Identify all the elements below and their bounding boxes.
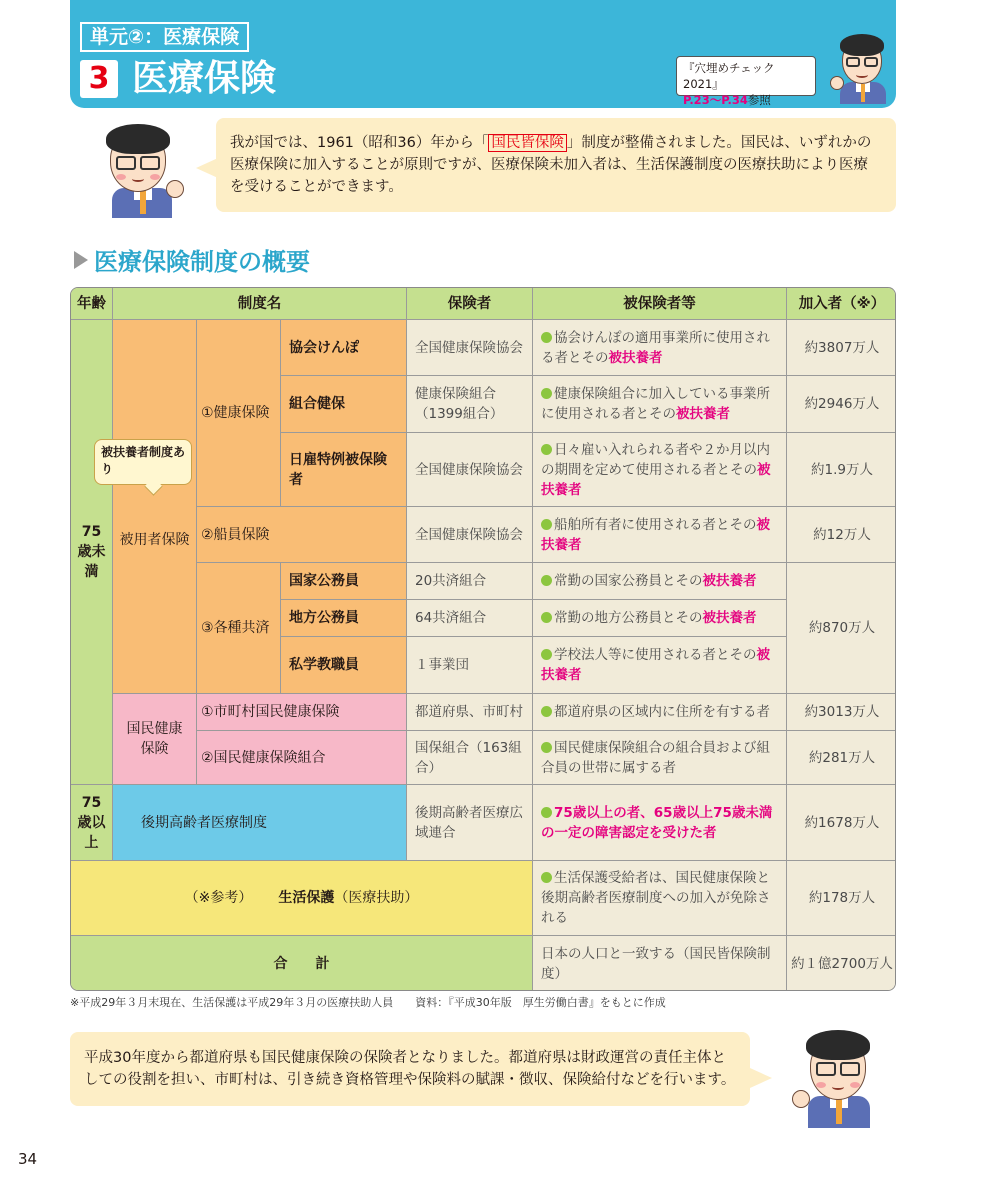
section-title: 医療保険制度の概要	[74, 246, 310, 278]
national-health-insurance: 国民健康保険	[113, 694, 197, 785]
kyokai-kenpo: 協会けんぽ	[281, 320, 407, 376]
outro-text: 平成30年度から都道府県も国民健康保険の保険者となりました。都道府県は財政運営の責任主体としての役割を担い、市町村は、引き続き資格管理や保険料の賦課・徴収、保険給付などを行います。	[84, 1050, 736, 1088]
bullet-dot-icon	[541, 519, 552, 530]
members-welfare: 約178万人	[787, 861, 896, 936]
insured-kyokai: 協会けんぽの適用事業所に使用される者とその被扶養者	[533, 320, 787, 376]
kokka-komuin: 国家公務員	[281, 563, 407, 600]
bullet-dot-icon	[541, 444, 552, 455]
insured-total: 日本の人口と一致する（国民皆保険制度）	[533, 936, 787, 991]
insurer-elderly: 後期高齢者医療広域連合	[407, 785, 533, 861]
insured-kumiai: 健康保険組合に加入している事業所に使用される者とその被扶養者	[533, 376, 787, 433]
shigaku-kyoshokuin: 私学教職員	[281, 637, 407, 694]
employee-insurance: 被用者保険	[113, 320, 197, 694]
members-nhi-union: 約281万人	[787, 731, 896, 785]
insured-elderly: 75歳以上の者、65歳以上75歳未満の一定の障害認定を受けた者	[533, 785, 787, 861]
insurance-overview-table	[70, 287, 896, 991]
insurer-nhi-union: 国保組合（163組合）	[407, 731, 533, 785]
seamen-insurance: ②船員保険	[197, 507, 407, 563]
outro-bubble	[70, 1032, 750, 1106]
insurer-shigaku: １事業団	[407, 637, 533, 694]
bullet-dot-icon	[541, 332, 552, 343]
reference-suffix: 参照	[747, 93, 771, 107]
chiho-komuin: 地方公務員	[281, 600, 407, 637]
chapter-number: 3	[80, 60, 118, 98]
intro-bubble	[216, 118, 896, 212]
insurer-kumiai: 健康保険組合（1399組合）	[407, 376, 533, 433]
insured-nhi-union: 国民健康保険組合の組合員および組合員の世帯に属する者	[533, 731, 787, 785]
reference-box	[676, 56, 816, 107]
insurer-hiyatoi: 全国健康保険協会	[407, 433, 533, 507]
header-insured: 被保険者等	[533, 288, 787, 320]
page-number: 34	[18, 1150, 38, 1168]
bullet-dot-icon	[541, 612, 552, 623]
insured-welfare: 生活保護受給者は、国民健康保険と後期高齢者医療制度への加入が免除される	[533, 861, 787, 936]
teacher-character-icon	[828, 30, 894, 104]
municipal-nhi: ①市町村国民健康保険	[197, 694, 407, 731]
insurer-seamen: 全国健康保険協会	[407, 507, 533, 563]
header-members: 加入者（※）	[787, 288, 896, 320]
bullet-dot-icon	[541, 742, 552, 753]
dependent-system-bubble: 被扶養者制度あり	[94, 439, 192, 485]
bullet-dot-icon	[541, 807, 552, 818]
insurer-chiho: 64共済組合	[407, 600, 533, 637]
footnote: ※平成29年３月末現在、生活保護は平成29年３月の医療扶助人員 資料：『平成30年版 厚生労働白書』をもとに作成	[70, 996, 666, 1009]
members-kyokai: 約3807万人	[787, 320, 896, 376]
reference-title: 『穴埋めチェック2021』	[683, 61, 775, 91]
late-elderly-medical-system: 後期高齢者医療制度	[113, 785, 407, 861]
members-mutual-aid: 約870万人	[787, 563, 896, 694]
mutual-aid: ③各種共済	[197, 563, 281, 694]
insurer-kyokai: 全国健康保険協会	[407, 320, 533, 376]
header-insurer: 保険者	[407, 288, 533, 320]
total-label: 合 計	[71, 936, 533, 991]
bullet-dot-icon	[541, 575, 552, 586]
welfare-assistance: （※参考） 生活保護 （医療扶助）	[71, 861, 533, 936]
triangle-marker-icon	[74, 251, 88, 269]
members-nhi-muni: 約3013万人	[787, 694, 896, 731]
chapter-title: 医療保険	[132, 58, 277, 99]
header-age: 年齢	[71, 288, 113, 320]
bullet-dot-icon	[541, 872, 552, 883]
reference-pages: P.23～P.34	[683, 93, 748, 107]
members-elderly: 約1678万人	[787, 785, 896, 861]
insured-seamen: 船舶所有者に使用される者とその被扶養者	[533, 507, 787, 563]
insurer-nhi-muni: 都道府県、市町村	[407, 694, 533, 731]
insured-shigaku: 学校法人等に使用される者とその被扶養者	[533, 637, 787, 694]
bullet-dot-icon	[541, 706, 552, 717]
insured-kokka: 常勤の国家公務員とその被扶養者	[533, 563, 787, 600]
bullet-dot-icon	[541, 388, 552, 399]
members-hiyatoi: 約1.9万人	[787, 433, 896, 507]
insured-nhi-muni: 都道府県の区域内に住所を有する者	[533, 694, 787, 731]
bullet-dot-icon	[541, 649, 552, 660]
health-insurance: ①健康保険	[197, 320, 281, 507]
members-total: 約１億2700万人	[787, 936, 896, 991]
hiyatoi-tokurei: 日雇特例被保険者	[281, 433, 407, 507]
nhi-union: ②国民健康保険組合	[197, 731, 407, 785]
teacher-character-icon	[788, 1024, 888, 1128]
outro-bubble-tail	[750, 1068, 772, 1088]
insured-chiho: 常勤の地方公務員とその被扶養者	[533, 600, 787, 637]
header-system: 制度名	[113, 288, 407, 320]
insurer-kokka: 20共済組合	[407, 563, 533, 600]
teacher-character-icon	[88, 118, 188, 218]
members-seamen: 約12万人	[787, 507, 896, 563]
insured-hiyatoi: 日々雇い入れられる者や２か月以内の期間を定めて使用される者とその被扶養者	[533, 433, 787, 507]
highlight-universal-coverage: 国民皆保険	[488, 134, 567, 152]
age-over-75: 75歳以上	[71, 785, 113, 861]
age-under-75: 75歳未満	[71, 320, 113, 785]
unit-label: 単元②：医療保険	[80, 22, 249, 52]
kumiai-kenpo: 組合健保	[281, 376, 407, 433]
intro-text: 我が国では、1961（昭和36）年から「 国民皆保険 」制度が整備されました。国民は、いずれかの医療保険に加入することが原則ですが、医療保険未加入者は、生活保護制度の医療扶助により医療を受けることができます。	[230, 135, 872, 195]
intro-bubble-tail	[196, 158, 218, 178]
members-kumiai: 約2946万人	[787, 376, 896, 433]
